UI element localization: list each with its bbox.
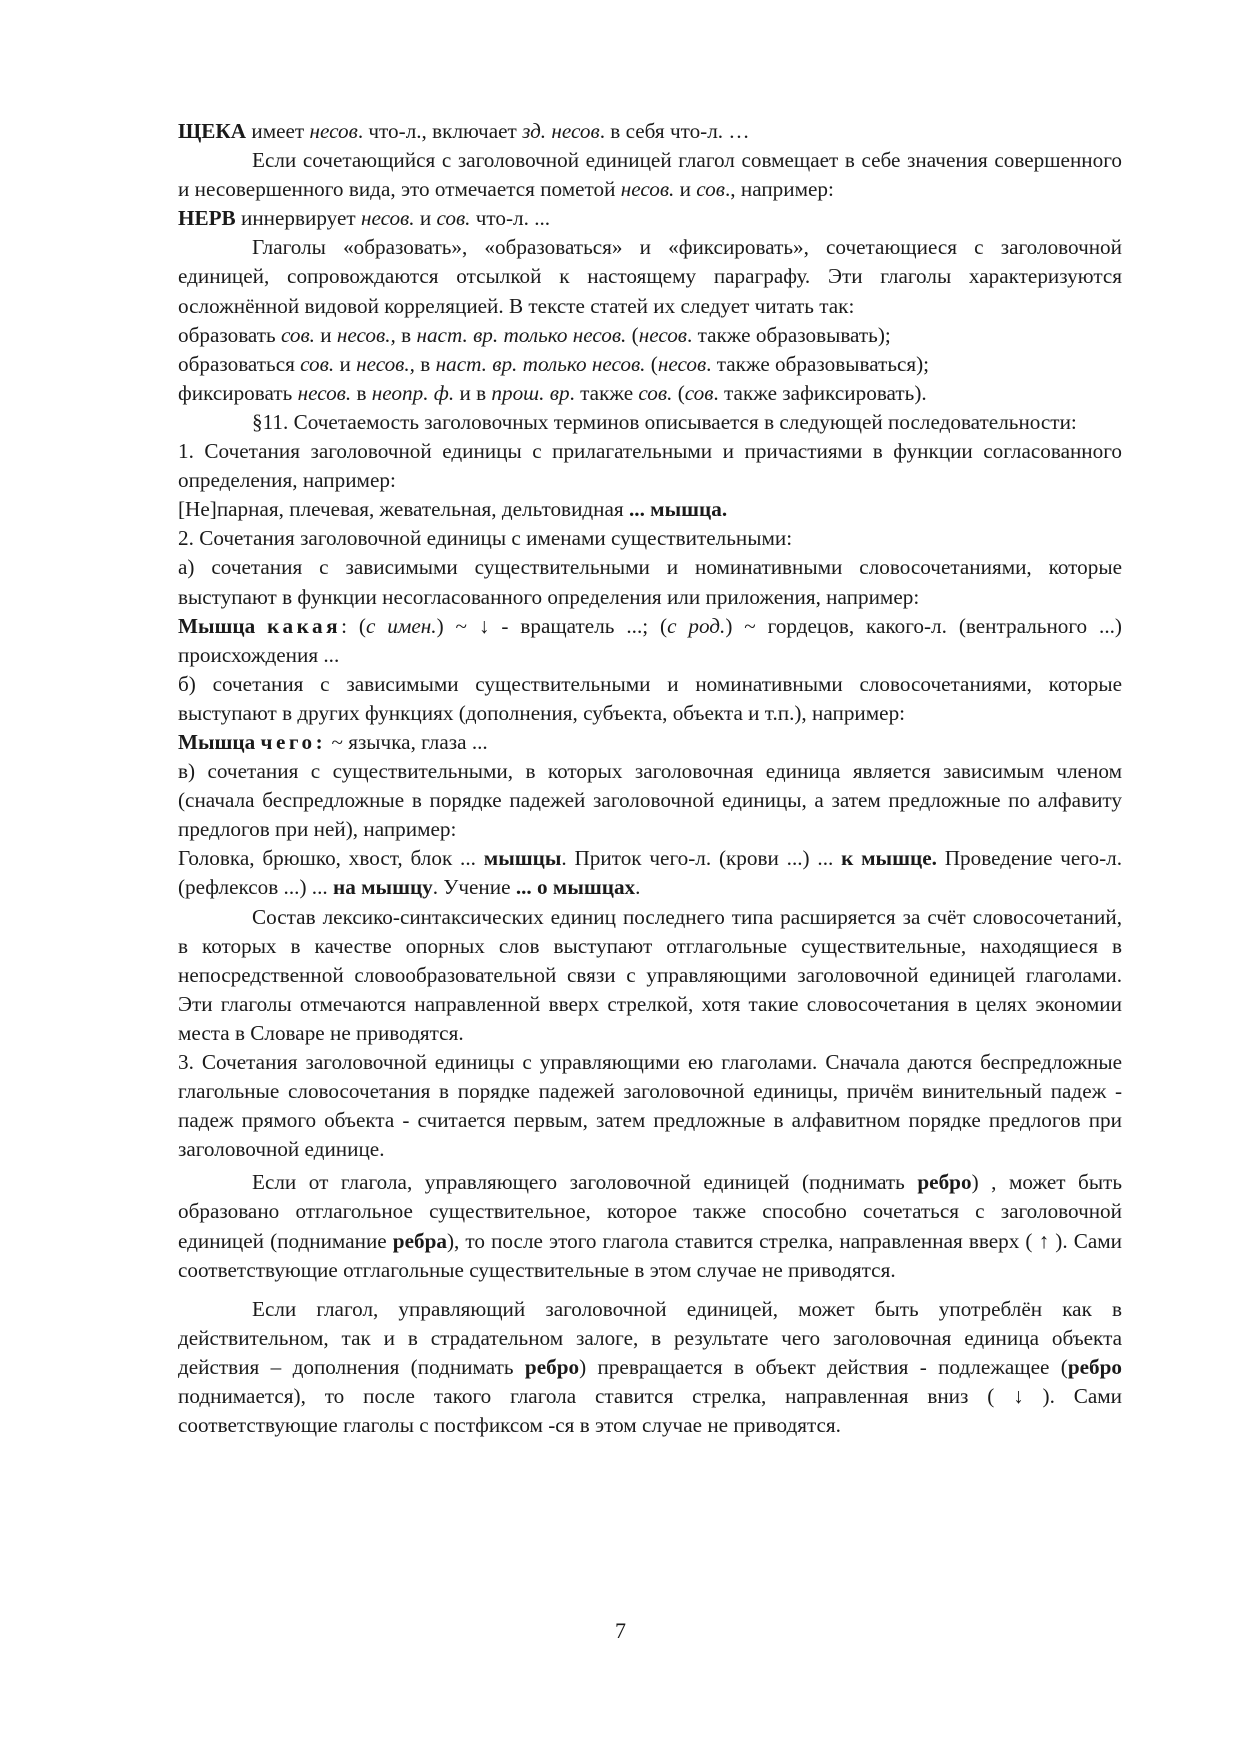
- paragraph-arrow-down: Если глагол, управляющий заголовочной единицей, может быть употреблён как в действительном, так и в страдательном залоге, в результате чего заголовочная единица объекта действия – дополнения (поднимать ребро) превращается в объект действия - подлежащее (ребро поднимается), то после такого глагола ставится стрелка, направленная вниз ( ↓ ). Сами соответствующие глаголы с постфиксом -ся в этом случае не приводятся.: [178, 1296, 1122, 1438]
- paragraph-item-1: 1. Сочетания заголовочной единицы с прилагательными и причастиями в функции согласованного определения, например:: [178, 439, 1122, 493]
- paragraph-sheka: ЩЕКА имеет несов. что-л., включает зд. несов. в себя что-л. …: [178, 119, 750, 143]
- example-adjectives: [Не]парная, плечевая, жевательная, дельтовидная ... мышца.: [178, 497, 728, 522]
- line-obrazovat: образовать сов. и несов., в наст. вр. только несов. (несов. также образовывать);: [178, 322, 891, 347]
- headword: ЩЕКА: [178, 119, 247, 143]
- paragraph-nerv: НЕРВ иннервирует несов. и сов. что-л. ...: [178, 206, 551, 231]
- example-prepositional: Головка, брюшко, хвост, блок ... мышцы. Приток чего-л. (крови ...) ... к мышце. Проведение чего-л. (рефлексов ...) ... на мышцу. Учение ... о мышцах.: [178, 846, 1123, 900]
- page-number: 7: [615, 1618, 626, 1643]
- headword: НЕРВ: [178, 206, 236, 231]
- line-obrazovatsya: образоваться сов. и несов., в наст. вр. только несов. (несов. также образовываться);: [178, 351, 930, 376]
- paragraph-item-2: 2. Сочетания заголовочной единицы с именами существительными:: [178, 526, 793, 551]
- paragraph-section-11: §11. Сочетаемость заголовочных терминов описывается в следующей последовательности:: [252, 409, 1077, 434]
- paragraph-item-2b: б) сочетания с зависимыми существительными и номинативными словосочетаниями, которые выступают в других функциях (дополнения, субъекта, объекта и т.п.), например:: [178, 671, 1122, 725]
- example-kakaya: Мышца какая: (с имен.) ~ ↓ - вращатель ...; (с род.) ~ гордецов, какого-л. (вентрального ...) происхождения ...: [178, 613, 1122, 667]
- paragraph-item-3: 3. Сочетания заголовочной единицы с управляющими ею глаголами. Сначала даются беспредложные глагольные словосочетания в порядке падежей заголовочной единицы, причём винительный падеж - падеж прямого объекта - считается первым, затем предложные в алфавитном порядке предлогов при заголовочной единице.: [178, 1050, 1122, 1162]
- paragraph-item-2a: а) сочетания с зависимыми существительными и номинативными словосочетаниями, которые выступают в функции несогласованного определения или приложения, например:: [178, 555, 1122, 609]
- line-fiksirovat: фиксировать несов. в неопр. ф. и в прош. вр. также сов. (сов. также зафиксировать).: [178, 380, 927, 405]
- paragraph-arrow-up: Если от глагола, управляющего заголовочной единицей (поднимать ребро) , может быть образовано отглагольное существительное, которое также способно сочетаться с заголовочной единицей (поднимание ребра), то после этого глагола ставится стрелка, направленная вверх ( ↑ ). Сами соответствующие отглагольные существительные в этом случае не приводятся.: [178, 1170, 1122, 1282]
- paragraph-composition: Состав лексико-синтаксических единиц последнего типа расширяется за счёт словосочетаний, в которых в качестве опорных слов выступают отглагольные существительные, находящиеся в непосредственной словообразовательной связи с управляющими заголовочной единицей глаголами. Эти глаголы отмечаются направленной вверх стрелкой, хотя такие словосочетания в целях экономии места в Словаре не приводятся.: [178, 904, 1122, 1045]
- example-chego: Мышца чего: ~ язычка, глаза ...: [178, 729, 488, 754]
- document-page: [178, 117, 1122, 1440]
- paragraph-aspect-marks: Если сочетающийся с заголовочной единицей глагол совмещает в себе значения совершенного и несовершенного вида, это отмечается пометой несов. и сов., например:: [178, 148, 1122, 202]
- paragraph-item-2v: в) сочетания с существительными, в которых заголовочная единица является зависимым членом (сначала беспредложные в порядке падежей заголовочной единицы, а затем предложные по алфавиту предлогов при ней), например:: [178, 759, 1122, 842]
- paragraph-verbs: Глаголы «образовать», «образоваться» и «фиксировать», сочетающиеся с заголовочной единицей, сопровождаются отсылкой к настоящему параграфу. Эти глаголы характеризуются осложнённой видовой корреляцией. В тексте статей их следует читать так:: [178, 235, 1122, 318]
